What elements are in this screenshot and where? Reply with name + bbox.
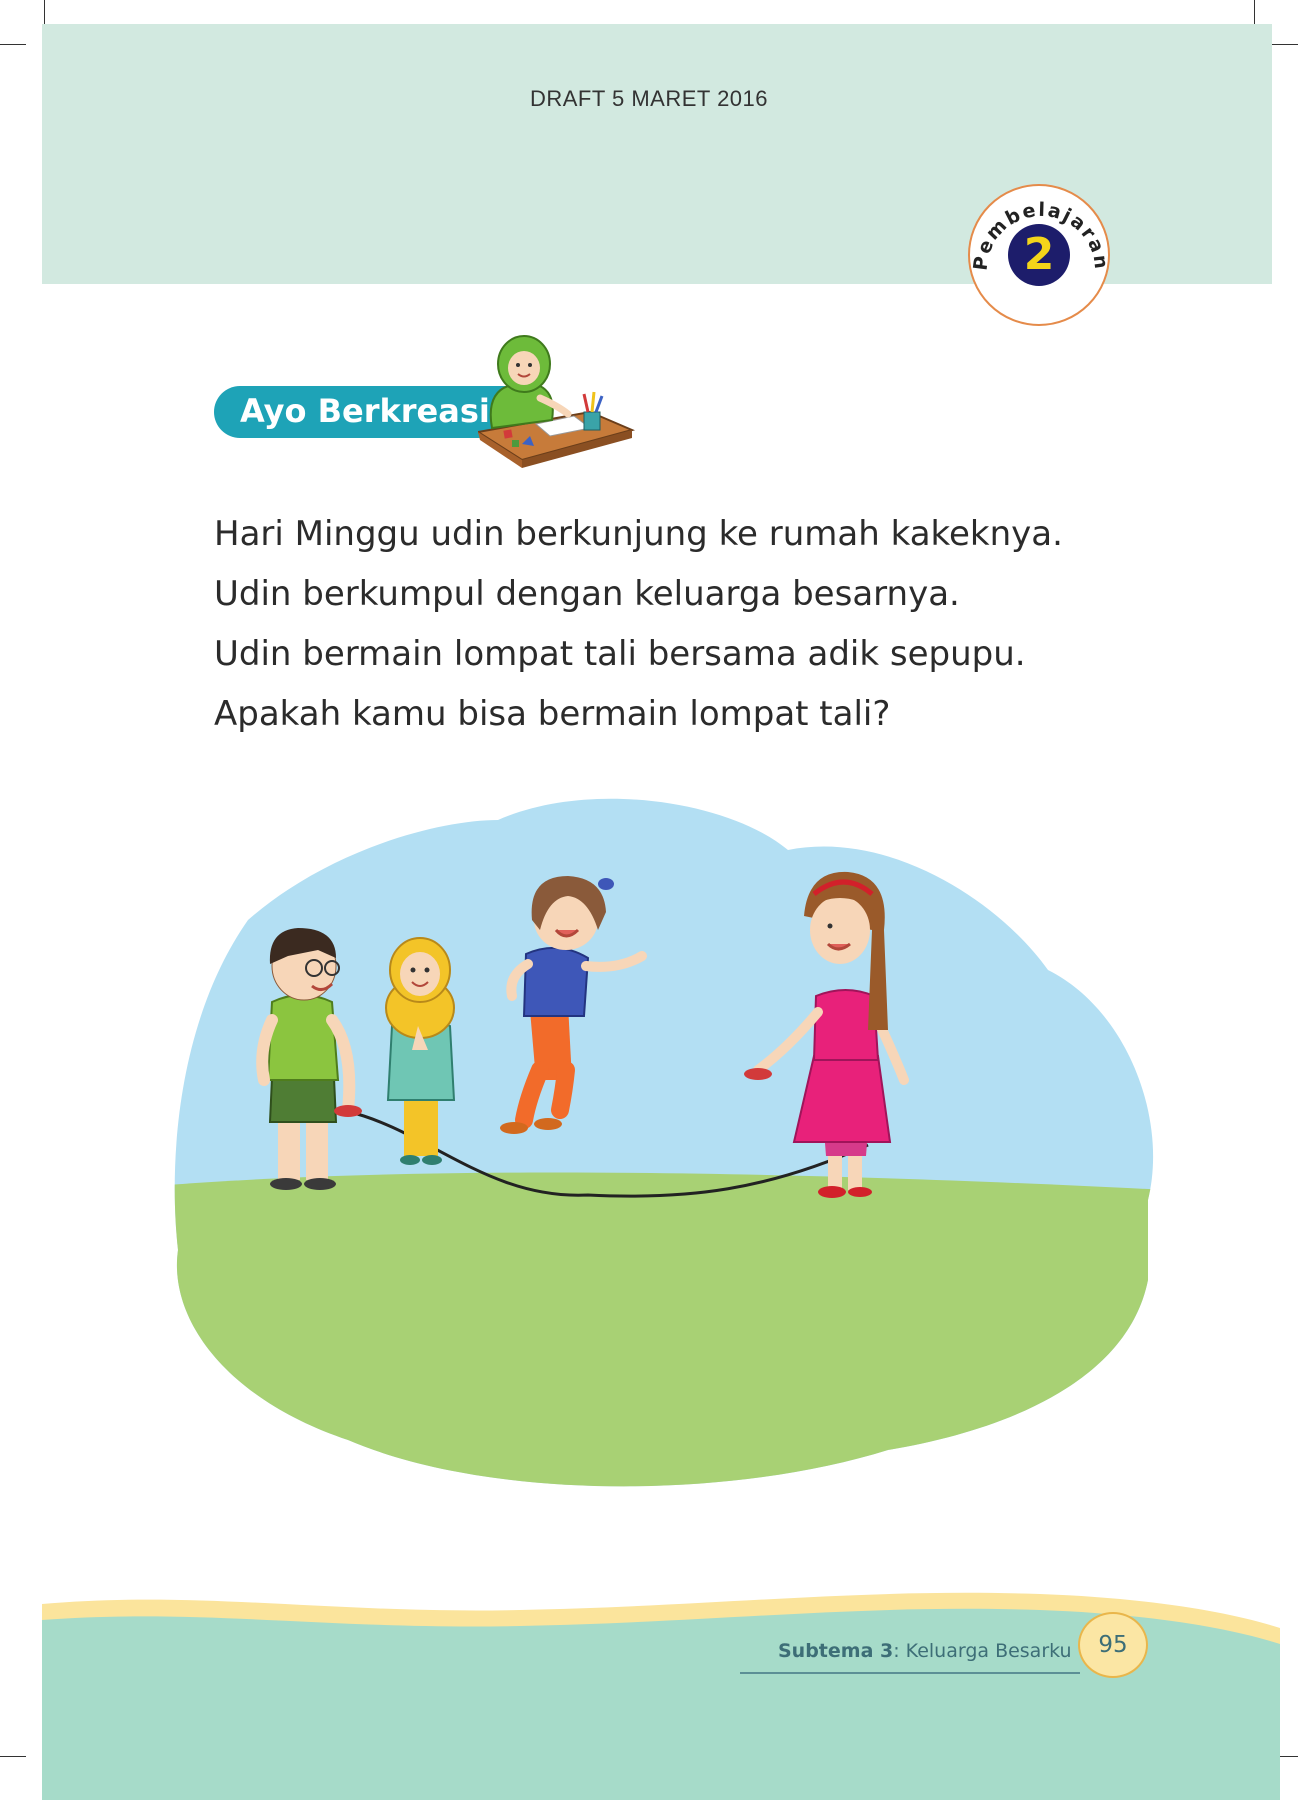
story-line: Udin bermain lompat tali bersama adik sepupu. [214,634,1026,674]
story-line: Udin berkumpul dengan keluarga besarnya. [214,574,960,614]
crop-mark [0,44,26,45]
story-line: Hari Minggu udin berkunjung ke rumah kakeknya. [214,514,1063,554]
page-number-circle [1078,1612,1148,1678]
jump-rope-scene [168,780,1168,1500]
story-line: Apakah kamu bisa bermain lompat tali? [214,694,891,734]
draft-label: DRAFT 5 MARET 2016 [529,86,769,111]
lesson-number: 2 [1008,224,1070,286]
footer-rule [740,1672,1080,1674]
footer-subtheme-title: : Keluarga Besarku [893,1640,1072,1662]
story-text [214,504,1174,744]
lesson-badge [968,184,1110,326]
section-title: Ayo Berkreasi [240,392,490,430]
girl-drawing-illustration [478,332,638,482]
footer-subtheme-prefix: Subtema 3 [778,1640,894,1662]
crop-mark [1254,0,1255,26]
lesson-badge-word: Pembelajaran [970,198,1112,272]
crop-mark [44,0,45,26]
footer-subtheme [778,1640,1072,1662]
crop-mark [1272,44,1298,45]
page-number: 95 [1098,1632,1128,1658]
